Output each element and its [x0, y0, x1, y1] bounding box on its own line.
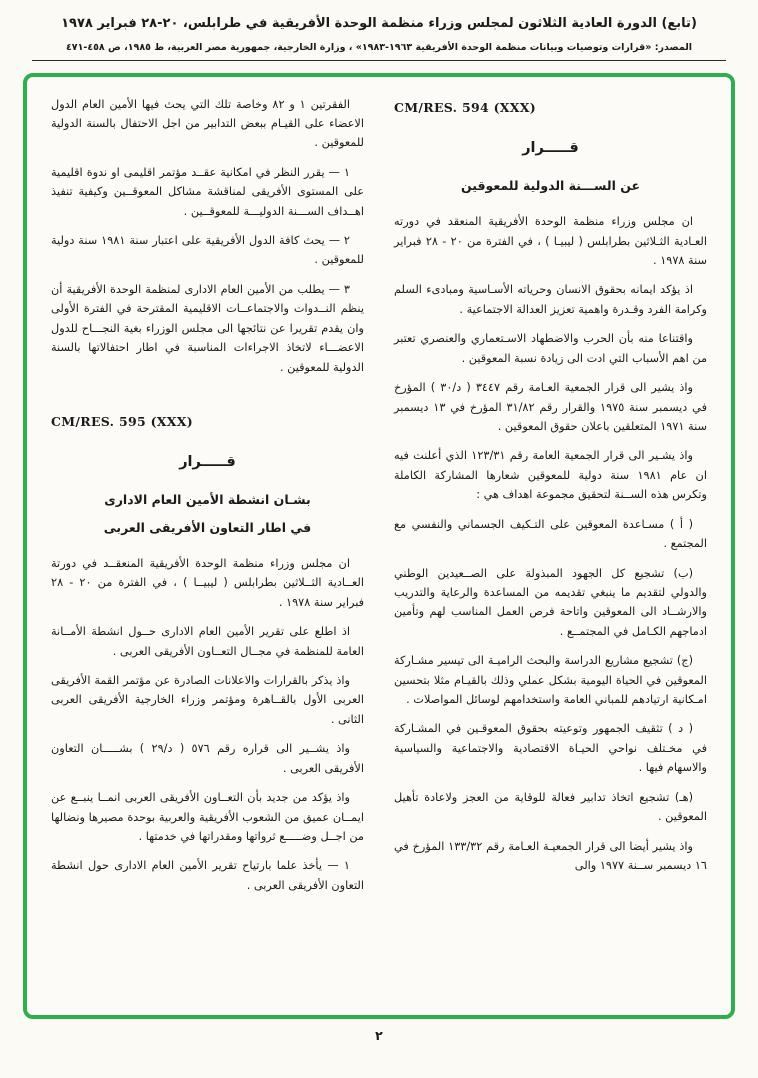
page-header	[0, 0, 758, 61]
paragraph: واقتناعا منه بأن الحرب والاضطهاد الاسـتعماري والعنصري تعتبر من اهم الأسباب التي ادت الى زيادة نسبة المعوقين .	[394, 332, 707, 365]
paragraph-item-a: ( أ ) مسـاعدة المعوقين على التـكيف الجسماني والنفسي مع المجتمع .	[394, 517, 707, 551]
resolution-subtitle-595-line1: بشـان انشطة الأمين العام الادارى	[104, 492, 311, 508]
column-left-res595	[51, 95, 364, 1007]
operative-paragraph-1: ١ — يأخذ علما بارتياح تقرير الأمين العام الادارى حول انشطة التعاون الأفريقى العربى .	[51, 859, 364, 892]
resolution-ref-594: CM/RES. 594 (XXX)	[394, 99, 537, 115]
paragraph-item-b: (ب) تشجيع كل الجهود المبذولة على الصــعيدين الوطني والدولي لتقديم ما ينبغي تقديمه من المساعدة والرعاية والتدريب والارشــاد الى المعوقين واتاحة فرص العمل المناسب لهم وتأمين ادماجهم الكـامل في المجتمــع .	[394, 566, 707, 638]
paragraph-item-c: (ج) تشجيع مشاريع الدراسة والبحث الراميـة الى تيسير مشـاركة المعوقين في الحياة اليومية بشكل عملي وذلك بالقيـام مثلا بتحسين امـكانية ارتيادهم للمباني العامة واستخدامهم لوسائل المواصلات .	[394, 654, 707, 707]
paragraph: ان مجلس وزراء منظمة الوحدة الأفريقية المنعقــد في دورتة العــادية الثــلاثين بطرابلس ( ليبيــا ) ، في الفترة من ٢٠ - ٢٨ فبراير سنة ١٩٧٨ .	[51, 556, 364, 609]
operative-paragraph-3: ٣ — يطلب من الأمين العام الادارى لمنظمة الوحدة الأفريقية أن ينظم النــدوات والاجتماعــات الاقليمية المقترحة في الفترة الأولى وان يقدم تقريرا عن نتائجها الى مجلس الوزراء بغية النجـــاح للدول الاعضـــاء لاتخاذ الاجراءات المناسبة في اطار احتفالاتها بالسنة الدولية للمعوقين .	[51, 282, 364, 374]
page-number: ٢	[375, 1027, 383, 1043]
content-frame	[23, 73, 735, 1019]
document-title: (تابع) الدورة العادية الثلاثون لمجلس وزراء منظمة الوحدة الأفريقية في طرابلس، ٢٠-٢٨ فبراير ١٩٧٨	[61, 16, 697, 31]
resolution-subtitle-595-line2: في اطار التعاون الأفريقى العربى	[103, 519, 312, 535]
source-citation: المصدر: «قرارات وتوصيات وبيانات منظمة الوحدة الأفريقية ١٩٦٣-١٩٨٣» ، وزارة الخارجية، جمهورية مصر العربية، ط ١٩٨٥، ص ٤٥٨-٤٧١	[65, 41, 693, 53]
column-right-res594	[394, 95, 707, 1007]
operative-paragraph-2: ٢ — يحث كافة الدول الأفريقية على اعتبار سنة ١٩٨١ سنة دولية للمعوقين .	[51, 234, 364, 267]
header-divider	[32, 60, 726, 61]
resolution-heading-595: قـــــرار	[179, 454, 236, 471]
operative-paragraph-1: ١ — يقرر النظر في امكانية عقــد مؤتمر اقليمى او ندوة اقليمية على المستوى الأفريقى لمناقشة مشاكل المعوقــين وكيفية تنفيذ اهــداف الســـنة الدوليـــة للمعوقــين .	[51, 165, 364, 218]
paragraph: واذ يشير أيضا الى قرار الجمعيـة العـامة رقم ١٣٣/٣٢ المؤرخ في ١٦ ديسمبر ســنة ١٩٧٧ والى	[394, 839, 707, 872]
resolution-heading-594: قـــــرار	[522, 140, 579, 156]
paragraph: واذ يذكر بالقرارات والاعلانات الصادرة عن مؤتمر القمة الأفريقى العربى الأول بالقــاهرة ومؤتمر وزراء الخارجية الأفريقى العربى الثانى .	[51, 674, 364, 726]
resolution-subtitle-594: عن الســـنة الدولية للمعوقين	[461, 177, 640, 193]
paragraph-continuation: الفقرتين ١ و ٨٢ وخاصة تلك التي يحث فيها الأمين العام الدول الاعضاء على القيـام ببعض التدابير من اجل الاحتفال بالسنة الدولية للمعوقين .	[51, 97, 364, 150]
paragraph: ان مجلس وزراء منظمة الوحدة الأفريقية المنعقد في دورته العـادية الثـلاثين بطرابلس ( ليبيـا ) ، في الفترة من ٢٠ - ٢٨ فبراير سنة ١٩٧٨ .	[394, 215, 708, 268]
two-column-layout	[51, 95, 707, 1007]
paragraph: واذ يشـير الى قرار الجمعية العامة رقم ١٢٣/٣١ الذي أعلنت فيه ان عام ١٩٨١ سنة دولية للمعوقين شعارها المشاركة الكاملة وتكرس هذه الســنة لتحقيق مجموعة اهداف هي :	[394, 449, 707, 502]
resolution-ref-595: CM/RES. 595 (XXX)	[51, 413, 194, 429]
paragraph: واذ يؤكد من جديد بأن التعــاون الأفريقى العربى انمــا ينبــع عن ايمــان عميق من الشعوب الأفريقية والعربية بوحدة مصيرها ونضالها من اجــل وضـــــع ثرواتها ومقدراتها في خدمتها .	[51, 791, 364, 843]
paragraph: واذ يشير الى قرار الجمعية العـامة رقم ٣٤٤٧ ( د/٣٠ ) المؤرخ في ديسمبر سنة ١٩٧٥ والقرار رقم ٣١/٨٢ المؤرخ في ١٣ ديسمبر سنة ١٩٧١ المتعلقين باعلان حقوق المعوقين .	[394, 381, 707, 433]
paragraph: اذ اطلع على تقرير الأمين العام الادارى حــول انشطة الأمــانة العامة للمنظمة في مجــال التعــاون الأفريقى العربى .	[51, 625, 364, 658]
paragraph-item-d: ( د ) تثقيف الجمهور وتوعيته بحقوق المعوقـين في المشـاركة في مخـتلف نواحي الحيـاة الاقتصادية والاجتماعية والسياسية والاسهام فيها .	[394, 722, 707, 775]
paragraph: اذ يؤكد ايمانه بحقوق الانسان وحرياته الأسـاسية ومبادىء السلم وكرامة الفرد وقـدرة واهمية تعزيز العدالة الاجتماعية .	[394, 283, 707, 316]
paragraph: واذ يشــير الى قراره رقم ٥٧٦ ( د/٢٩ ) بشـــــان التعاون الأفريقى العربى .	[51, 742, 364, 775]
paragraph-item-e: (هـ) تشجيع اتخاذ تدابير فعالة للوقاية من العجز ولاعادة تأهيل المعوقين .	[394, 790, 707, 824]
